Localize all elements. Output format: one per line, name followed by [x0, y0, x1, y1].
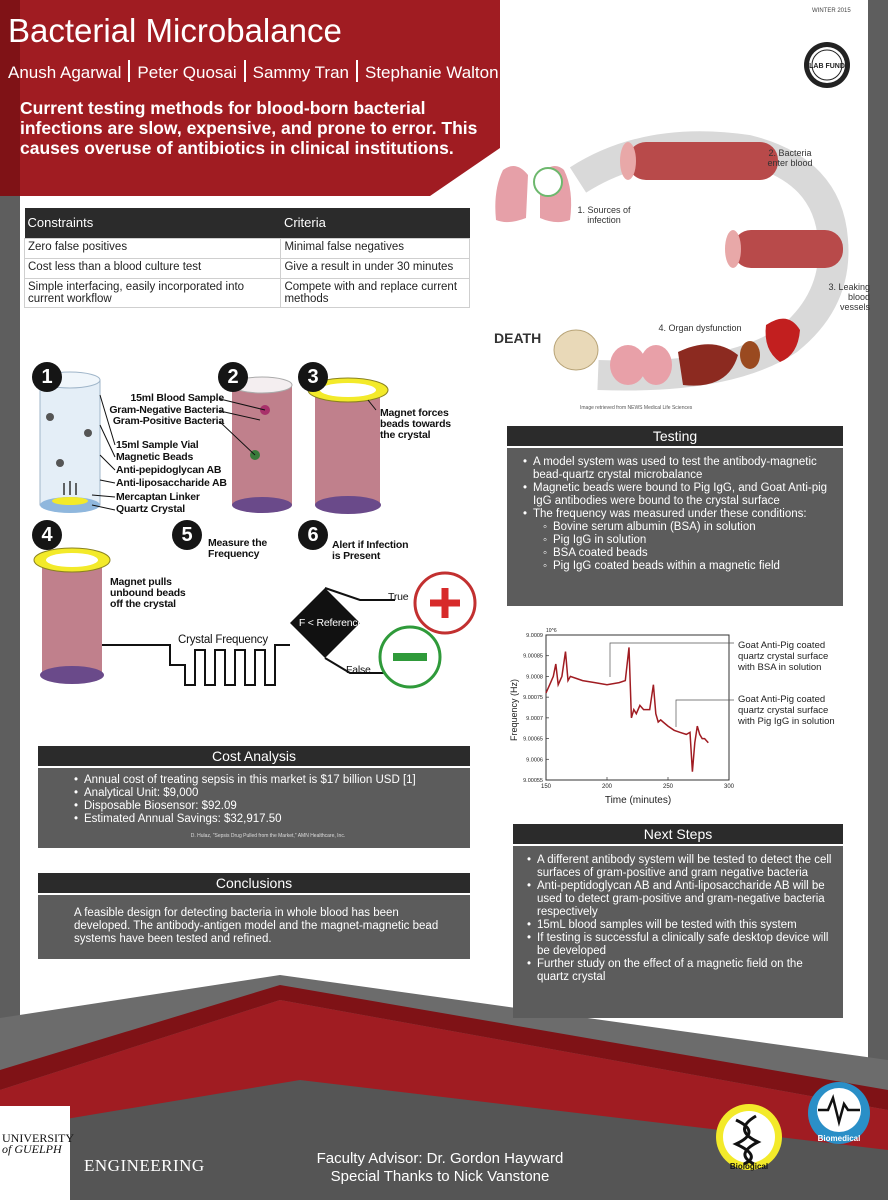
true-label: True [388, 591, 409, 603]
list-item: • Estimated Annual Savings: $32,917.50 [74, 813, 462, 826]
cost-analysis-body [38, 768, 470, 848]
sample-label: 15ml Blood Sample [130, 392, 224, 404]
x-tick-label: 200 [601, 784, 613, 790]
magnet-forces-label: Magnet forces beads towards the crystal [380, 407, 451, 441]
list-item: • If testing is successful a clinically safe desktop device will be developed [527, 932, 833, 958]
step-badge-5: 5 [172, 520, 202, 550]
cost-analysis-header: Cost Analysis [38, 746, 470, 766]
infection-cycle-illustration [488, 130, 868, 420]
conclusions-body [38, 895, 470, 959]
cycle-step-4: 4. Organ dysfunction [658, 323, 742, 333]
table-row [25, 238, 470, 258]
table-cell: Cost less than a blood culture test [25, 258, 281, 278]
y-tick-label: 9.00085 [523, 653, 543, 660]
lab-fund-logo [802, 40, 852, 90]
x-tick-label: 150 [540, 784, 552, 790]
author-list [8, 60, 499, 83]
measure-frequency-label: Measure the Frequency [208, 537, 268, 560]
biomedical-engineering-logo [806, 1080, 872, 1146]
biological-engineering-logo [714, 1102, 784, 1172]
list-item: ◦ Pig IgG coated beads within a magnetic field [523, 560, 835, 573]
y-tick-label: 9.00075 [523, 695, 543, 702]
table-row [25, 258, 470, 278]
list-item: • 15mL blood samples will be tested with this system [527, 919, 833, 932]
sample-label: Gram-Positive Bacteria [112, 415, 224, 427]
constraints-criteria-table [24, 208, 470, 308]
faculty-advisor: Faculty Advisor: Dr. Gordon Hayward [316, 1150, 564, 1167]
lungs-icon [495, 166, 528, 222]
svg-text:LAB FUND: LAB FUND [809, 63, 845, 70]
magnetic-bead-icon [46, 413, 54, 421]
problem-statement: Current testing methods for blood-born bacterial infections are slow, expensive, and prone to error. This causes overuse of antibiotics in clinical institutions. [20, 98, 478, 158]
blood-sample-vial-icon [315, 395, 380, 505]
chart-annotation: Goat Anti-Pig coated quartz crystal surface with BSA in solution [738, 640, 829, 673]
bacteria-closeup-icon [534, 168, 562, 196]
brain-icon [554, 330, 598, 370]
image-credit: Image retrieved from NEWS Medical Life Sciences [580, 405, 693, 411]
list-item: • Anti-peptidoglycan AB and Anti-liposaccharide AB will be used to detect gram-positive and gram-negative bacteria respectively [527, 880, 833, 919]
sample-label: Gram-Negative Bacteria [109, 404, 224, 416]
author-name: Peter Quosai [137, 63, 237, 82]
next-steps-body [513, 846, 843, 1018]
y-tick-label: 9.00065 [523, 736, 543, 743]
decision-label: F < Reference [298, 617, 364, 629]
list-item: • A different antibody system will be tested to detect the cell surfaces of gram-positive and gram negative bacteria [527, 854, 833, 880]
step-badge-1: 1 [32, 362, 62, 392]
table-cell: Give a result in under 30 minutes [281, 258, 470, 278]
blood-sample-vial-icon [232, 385, 292, 505]
author-name: Stephanie Walton [365, 63, 499, 82]
special-thanks: Special Thanks to Nick Vanstone [330, 1168, 550, 1185]
svg-text:Biological: Biological [729, 1162, 769, 1171]
kidney-icon [740, 341, 760, 369]
quartz-crystal-icon [232, 497, 292, 513]
list-item: • Annual cost of treating sepsis in this market is $17 billion USD [1] [74, 774, 462, 787]
chart-annotation: Goat Anti-Pig coated quartz crystal surface with Pig IgG in solution [738, 694, 835, 727]
table-cell: Zero false positives [25, 238, 281, 258]
list-item: • Further study on the effect of a magnetic field on the quartz crystal [527, 958, 833, 984]
table-cell: Minimal false negatives [281, 238, 470, 258]
quartz-crystal-icon [40, 666, 104, 684]
list-item: • Disposable Biosensor: $92.09 [74, 800, 462, 813]
y-tick-label: 9.00055 [523, 778, 543, 784]
vial-label: Anti-pepidoglycan AB [116, 464, 222, 476]
blood-vessel-end [620, 142, 636, 180]
magnetic-bead-icon [84, 429, 92, 437]
university-of-guelph-logo: UNIVERSITY of GUELPH [2, 1131, 74, 1156]
vial-label: Quartz Crystal [116, 503, 185, 515]
testing-header: Testing [507, 426, 843, 446]
season-label: WINTER 2015 [812, 8, 851, 14]
table-header-constraints: Constraints [25, 208, 281, 238]
false-label: False [346, 664, 371, 676]
svg-text:Biomedical: Biomedical [817, 1134, 861, 1143]
next-steps-header: Next Steps [513, 824, 843, 844]
cost-reference: D. Hulaz, "Sepsis Drug Pulled from the Market," AMN Healthcare, Inc. [190, 833, 346, 839]
x-tick-label: 250 [662, 784, 674, 790]
death-label: DEATH [494, 330, 542, 346]
leaking-vessel-end [725, 230, 741, 268]
list-item: • Magnetic beads were bound to Pig IgG, and Goat Anti-pig IgG antibodies were bound to the crystal surface [523, 482, 835, 508]
blood-sample-vial-icon [42, 565, 102, 675]
blood-vessel-icon [628, 142, 778, 180]
conclusions-text: A feasible design for detecting bacteria in whole blood has been developed. The antibody-antigen model and the magnet-magnetic bead systems have been tested and refined. [74, 907, 439, 945]
alert-label: Alert if Infection is Present [332, 539, 409, 562]
list-item: • The frequency was measured under these conditions: [523, 508, 835, 521]
cycle-step-2: 2. Bacteria enter blood [767, 148, 813, 168]
y-tick-label: 9.0006 [526, 757, 543, 764]
leaking-vessel-icon [733, 230, 843, 268]
vial-label: Mercaptan Linker [116, 491, 200, 503]
engineering-wordmark: ENGINEERING [84, 1156, 205, 1175]
table-row [25, 278, 470, 307]
y-tick-label: 9.0008 [526, 674, 543, 681]
table-header-criteria: Criteria [281, 208, 470, 238]
vial-label: Magnetic Beads [116, 451, 194, 463]
lungs-icon [640, 345, 672, 385]
list-item: ◦ Bovine serum albumin (BSA) in solution [523, 521, 835, 534]
vial-label: Anti-liposaccharide AB [116, 477, 227, 489]
vial-label: 15ml Sample Vial [116, 439, 199, 451]
magnet-ring-hole [46, 553, 98, 567]
list-item: • A model system was used to test the antibody-magnetic bead-quartz crystal microbalance [523, 456, 835, 482]
crystal-electrode-icon [52, 497, 88, 505]
chart-ylabel: Frequency (Hz) [509, 678, 519, 742]
chart-xlabel: Time (minutes) [604, 795, 672, 806]
y-tick-label: 9.0009 [526, 633, 543, 639]
testing-body [507, 448, 843, 606]
list-item: • Analytical Unit: $9,000 [74, 787, 462, 800]
author-name: Anush Agarwal [8, 63, 122, 82]
step-badge-4: 4 [32, 520, 62, 550]
author-name: Sammy Tran [252, 63, 349, 82]
chart-plot-area [546, 635, 729, 780]
quartz-crystal-icon [315, 496, 381, 514]
cycle-step-1: 1. Sources of infection [577, 205, 631, 225]
step-badge-6: 6 [298, 520, 328, 550]
list-item: ◦ Pig IgG in solution [523, 534, 835, 547]
magnetic-bead-icon [56, 459, 64, 467]
y-tick-label: 9.0007 [526, 715, 543, 722]
magnet-pulls-label: Magnet pulls unbound beads off the crystal [110, 576, 186, 610]
magnet-ring-hole [320, 383, 376, 397]
list-item: ◦ BSA coated beads [523, 547, 835, 560]
x-tick-label: 300 [723, 784, 735, 790]
acknowledgements [290, 1150, 590, 1186]
true-branch-line [325, 588, 395, 600]
step-badge-2: 2 [218, 362, 248, 392]
chart-exponent: 10^6 [546, 628, 557, 634]
table-cell: Compete with and replace current methods [281, 278, 470, 307]
crystal-frequency-label: Crystal Frequency [178, 634, 268, 646]
crystal-frequency-waveform [102, 645, 290, 685]
cycle-step-3: 3. Leaking blood vessels [828, 282, 870, 312]
poster-title: Bacterial Microbalance [8, 12, 342, 49]
table-cell: Simple interfacing, easily incorporated into current workflow [25, 278, 281, 307]
step-badge-3: 3 [298, 362, 328, 392]
conclusions-header: Conclusions [38, 873, 470, 893]
